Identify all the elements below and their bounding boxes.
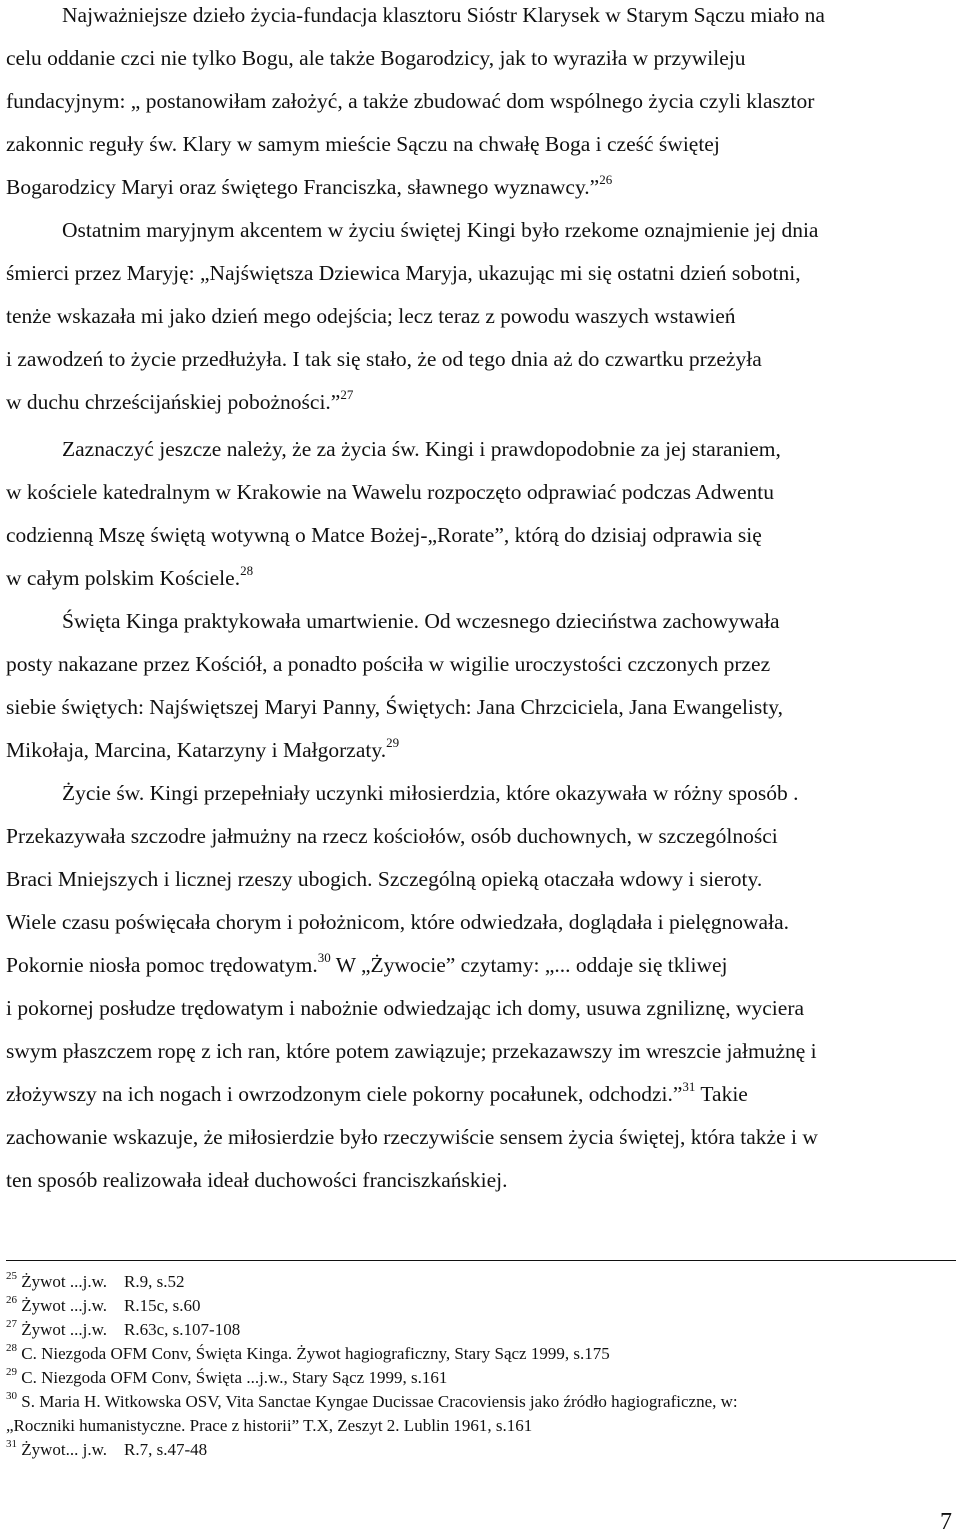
footnote-text: „Roczniki humanistyczne. Prace z historii” T.X, Zeszyt 2. Lublin 1961, s.161 [6,1416,533,1435]
footnote-reference: 28 [240,562,254,578]
body-line-text: Przekazywała szczodre jałmużny na rzecz kościołów, osób duchownych, w szczególności [6,824,778,848]
body-line [6,694,783,720]
body-line-text: Życie św. Kingi przepełniały uczynki miłosierdzia, które okazywała w różny sposób . [62,781,799,805]
body-line-text: siebie świętych: Najświętszej Maryi Panny, Świętych: Jana Chrzciciela, Jana Ewangelisty, [6,695,783,719]
footnote-reference: 31 [682,1078,696,1094]
footnote-text: Żywot... j.w. R.7, s.47-48 [21,1440,208,1459]
footnote-text: C. Niezgoda OFM Conv, Święta ...j.w., Stary Sącz 1999, s.161 [21,1368,448,1387]
body-line [6,995,804,1021]
footnote-text: Żywot ...j.w. R.15c, s.60 [21,1296,201,1315]
body-line-text: złożywszy na ich nogach i owrzodzonym ciele pokorny pocałunek, odchodzi.” [6,1082,683,1106]
footnote-number: 31 [6,1438,17,1451]
footnote-number: 30 [6,1390,17,1403]
footnote [6,1272,185,1292]
body-line-text: i zawodzeń to życie przedłużyła. I tak się stało, że od tego dnia aż do czwartku przeżyła [6,347,762,371]
body-line-text: Braci Mniejszych i licznej rzeszy ubogich. Szczególną opieką otaczała wdowy i sieroty. [6,867,763,891]
footnote-text: S. Maria H. Witkowska OSV, Vita Sanctae Kyngae Ducissae Cracoviensis jako źródło hagiograficzne, w: [21,1392,738,1411]
body-line [6,303,736,329]
body-line [6,88,814,114]
body-line-text: śmierci przez Maryję: „Najświętsza Dziewica Maryja, ukazując mi się ostatni dzień sobotni, [6,261,801,285]
footnote [6,1416,532,1436]
body-line [6,866,762,892]
body-line-text: Zaznaczyć jeszcze należy, że za życia św. Kingi i prawdopodobnie za jej staraniem, [62,437,781,461]
body-line [6,734,400,763]
body-line-text: fundacyjnym: „ postanowiłam założyć, a także zbudować dom wspólnego życia czyli klasztor [6,89,815,113]
body-line-text: Święta Kinga praktykowała umartwienie. Od wczesnego dzieciństwa zachowywała [62,609,780,633]
body-line-text: celu oddanie czci nie tylko Bogu, ale także Bogarodzicy, jak to wyraziła w przywileju [6,46,746,70]
body-line-text: Bogarodzicy Maryi oraz świętego Franciszka, sławnego wyznawcy.” [6,175,600,199]
footnote-number: 28 [6,1342,17,1355]
body-line [62,2,825,28]
body-line-text: Ostatnim maryjnym akcentem w życiu świętej Kingi było rzekome oznajmienie jej dnia [62,218,819,242]
body-line-text-after: W „Żywocie” czytamy: „... oddaje się tkliwej [330,953,728,977]
footnote-text: C. Niezgoda OFM Conv, Święta Kinga. Żywot hagiograficzny, Stary Sącz 1999, s.175 [21,1344,610,1363]
body-line-text: posty nakazane przez Kościół, a ponadto pościła w wigilie uroczystości czczonych przez [6,652,771,676]
footnote-number: 27 [6,1318,17,1331]
body-line [6,346,762,372]
body-line [6,1078,748,1107]
footnote [6,1320,240,1340]
body-line [6,1167,508,1193]
body-line [6,522,762,548]
footnote [6,1392,738,1412]
footnote [6,1296,201,1316]
footnote-text: Żywot ...j.w. R.9, s.52 [21,1272,185,1291]
body-line-text: Wiele czasu poświęcała chorym i położnicom, które odwiedzała, doglądała i pielęgnowała. [6,910,789,934]
body-line [6,949,728,978]
footnote-text: Żywot ...j.w. R.63c, s.107-108 [21,1320,241,1339]
body-line-text: codzienną Mszę świętą wotywną o Matce Bożej-„Rorate”, którą do dzisiaj odprawia się [6,523,762,547]
footnote-number: 26 [6,1294,17,1307]
footnote [6,1368,447,1388]
body-line [6,562,254,591]
body-line [6,45,745,71]
footnote-reference: 29 [386,734,400,750]
body-line [6,1124,818,1150]
footnote [6,1344,610,1364]
footnote-reference: 30 [317,949,331,965]
body-line [6,131,720,157]
body-line [6,386,354,415]
body-line-text-after: Takie [695,1082,748,1106]
body-line [6,479,774,505]
body-line-text: zakonnic reguły św. Klary w samym mieście Sączu na chwałę Boga i cześć świętej [6,132,720,156]
body-line-text: w duchu chrześcijańskiej pobożności.” [6,390,341,414]
body-line-text: zachowanie wskazuje, że miłosierdzie było rzeczywiście sensem życia świętej, która także i w [6,1125,818,1149]
body-line [62,608,780,634]
body-line [62,436,781,462]
body-line-text: Najważniejsze dzieło życia-fundacja klasztoru Sióstr Klarysek w Starym Sączu miało na [62,3,825,27]
body-line [6,260,801,286]
body-line [6,651,770,677]
footnote-separator [6,1260,956,1261]
body-line [6,171,613,200]
body-line-text: w całym polskim Kościele. [6,566,241,590]
body-line-text: swym płaszczem ropę z ich ran, które potem zawiązuje; przekazawszy im wreszcie jałmużnę i [6,1039,817,1063]
body-line-text: ten sposób realizowała ideał duchowości franciszkańskiej. [6,1168,508,1192]
body-line [62,780,799,806]
body-line [6,909,789,935]
footnote-number: 29 [6,1366,17,1379]
page-number: 7 [940,1509,952,1535]
body-line [6,1038,817,1064]
body-line-text: Mikołaja, Marcina, Katarzyny i Małgorzaty. [6,738,387,762]
footnote-reference: 27 [340,386,354,402]
body-line-text: w kościele katedralnym w Krakowie na Wawelu rozpoczęto odprawiać podczas Adwentu [6,480,775,504]
footnote-reference: 26 [599,171,613,187]
footnote-number: 25 [6,1270,17,1283]
body-line [62,217,818,243]
body-line [6,823,778,849]
body-line-text: Pokornie niosła pomoc trędowatym. [6,953,318,977]
body-line-text: i pokornej posłudze trędowatym i nabożnie odwiedzając ich domy, usuwa zgniliznę, wyciera [6,996,805,1020]
footnote [6,1440,207,1460]
body-line-text: tenże wskazała mi jako dzień mego odejścia; lecz teraz z powodu waszych wstawień [6,304,736,328]
